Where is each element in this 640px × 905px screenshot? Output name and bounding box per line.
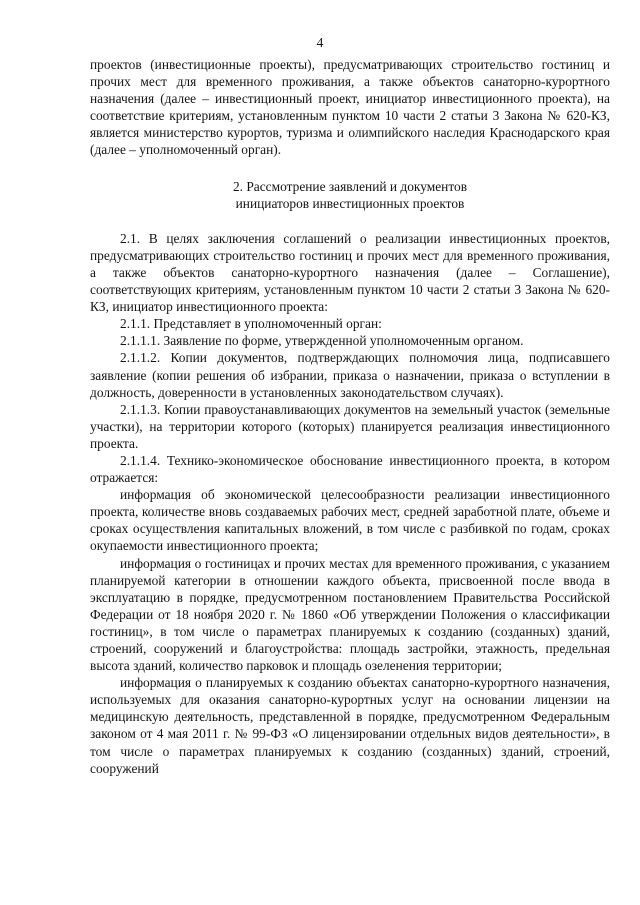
page-number: 4 xyxy=(316,35,324,50)
paragraph-2-1-1-2: 2.1.1.2. Копии документов, подтверждающих полномочия лица, подписавшего заявление (копии решения об избрании, приказа о назначении, приказа о вступлении в должность, доверенности в установленных законодательством случаях). xyxy=(90,350,610,400)
paragraph-2-1-1-3: 2.1.1.3. Копии правоустанавливающих документов на земельный участок (земельные участки), на территории которого (которых) планируется реализация инвестиционного проекта. xyxy=(90,401,610,451)
paragraph-hotels-info: информация о гостиницах и прочих местах для временного проживания, с указанием планируемой категории в отношении каждого объекта, присвоенной после ввода в эксплуатацию в порядке, предусмотренном постановлением Правительства Российской Федерации от 18 ноября 2020 г. № 1860 «Об утверждении Положения о классификации гостиниц», в том числе о параметрах планируемых к созданию (созданных) зданий, строений, сооружений и благоустройства: площадь застройки, этажность, предельная высота зданий, количество парковок и площадь озеленения территории; xyxy=(90,555,610,674)
document-body xyxy=(90,56,610,777)
section-heading-line-2: инициаторов инвестиционных проектов xyxy=(235,195,465,211)
section-heading xyxy=(90,178,610,212)
paragraph-2-1-1: 2.1.1. Представляет в уполномоченный орган: xyxy=(120,316,382,332)
paragraph-economic-info: информация об экономической целесообразности реализации инвестиционного проекта, количестве вновь создаваемых рабочих мест, средней заработной плате, объеме и сроках осуществления капитальных вложений, в том числе с разбивкой по годам, сроках окупаемости инвестиционного проекта; xyxy=(90,487,610,554)
paragraph-2-1: 2.1. В целях заключения соглашений о реализации инвестиционных проектов, предусматривающих строительство гостиниц и прочих мест для временного проживания, а также объектов санаторно-курортного назначения (далее – Соглашение), соответствующих критериям, установленным пунктом 10 части 2 статьи 3 Закона № 620-КЗ, инициатор инвестиционного проекта: xyxy=(90,230,610,315)
section-heading-line-1: 2. Рассмотрение заявлений и документов xyxy=(232,178,468,194)
paragraph-2-1-1-1: 2.1.1.1. Заявление по форме, утвержденной уполномоченным органом. xyxy=(120,333,524,349)
intro-paragraph: проектов (инвестиционные проекты), предусматривающих строительство гостиниц и прочих мест для временного проживания, а также объектов санаторно-курортного назначения (далее – инвестиционный проект, инициатор инвестиционного проекта), на соответствие критериям, установленным пунктом 10 части 2 статьи 3 Закона № 620-КЗ, является министерство курортов, туризма и олимпийского наследия Краснодарского края (далее – уполномоченный орган). xyxy=(90,57,610,158)
paragraph-2-1-1-4: 2.1.1.4. Технико-экономическое обоснование инвестиционного проекта, в котором отражается: xyxy=(90,452,610,486)
paragraph-sanatorium-info: информация о планируемых к созданию объектах санаторно-курортного назначения, используемых для оказания санаторно-курортных услуг на основании лицензии на медицинскую деятельность, представленной в порядке, предусмотренном Федеральным законом от 4 мая 2011 г. № 99-ФЗ «О лицензировании отдельных видов деятельности», в том числе о параметрах планируемых к созданию (созданных) зданий, строений, сооружений xyxy=(90,675,610,776)
